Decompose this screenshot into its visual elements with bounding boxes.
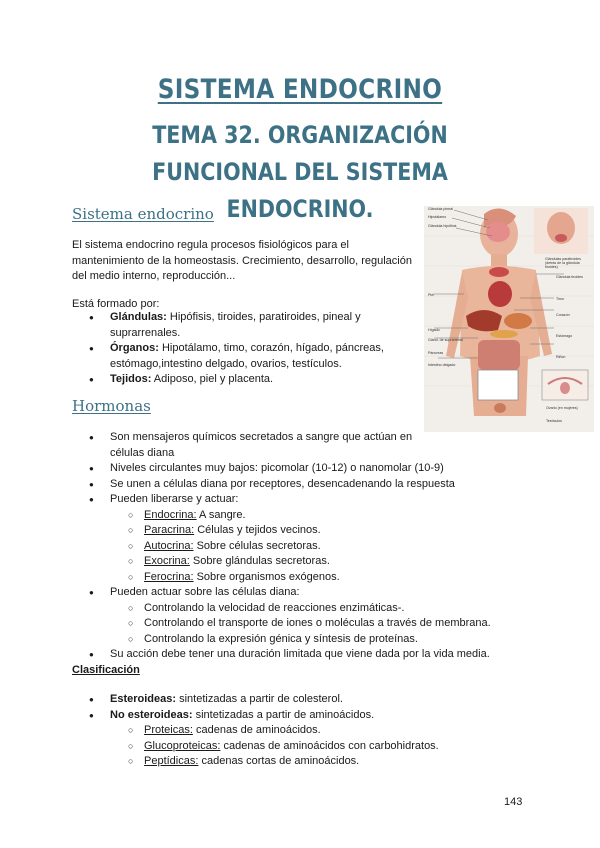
list-item: ○ Endocrina: A sangre. (72, 508, 522, 524)
list-item: ○ Controlando el transporte de iones o moléculas a través de membrana. (72, 616, 522, 632)
figure-label: Testículos (546, 419, 562, 423)
list-item: ● Pueden actuar sobre las células diana: (72, 585, 522, 601)
page-number: 143 (504, 796, 523, 808)
list-item: ● Tejidos: Adiposo, piel y placenta. (72, 372, 402, 388)
list-item: ○ Exocrina: Sobre glándulas secretoras. (72, 554, 522, 570)
list-item: ● Esteroideas: sintetizadas a partir de colesterol. (72, 692, 522, 708)
figure-label: Glándula hipófisis (428, 224, 457, 228)
figure-label: Glándulas paratiroides (detrás de la glándula tiroides) (545, 257, 581, 269)
figure-label: Timo (556, 297, 564, 301)
list-item: ○ Proteicas: cadenas de aminoácidos. (72, 723, 522, 739)
figure-label: Piel (428, 293, 434, 297)
document-subtitle: TEMA 32. ORGANIZACIÓN FUNCIONAL DEL SISTEMA ENDOCRINO. (152, 121, 448, 223)
figure-label: Glándula pineal (428, 207, 453, 211)
list-item: ● Su acción debe tener una duración limitada que viene dada por la vida media. (72, 647, 522, 663)
figure-label: Glándula tiroides (556, 275, 583, 279)
list-item: ○ Autocrina: Sobre células secretoras. (72, 539, 522, 555)
list-item: ○ Ferocrina: Sobre organismos exógenos. (72, 570, 522, 586)
figure-label: Corazón (556, 313, 570, 317)
list-item: ● Pueden liberarse y actuar: (72, 492, 522, 508)
list-item: ○ Glucoproteicas: cadenas de aminoácidos con carbohidratos. (72, 739, 522, 755)
list-item: ○ Controlando la expresión génica y síntesis de proteínas. (72, 632, 522, 648)
figure-label: Riñón (556, 355, 566, 359)
components-list (72, 310, 402, 388)
classification-heading: Clasificación (72, 664, 140, 676)
section-heading-hormonas: Hormonas (72, 397, 151, 415)
list-item: ● Se unen a células diana por receptores, desencadenando la respuesta (72, 477, 522, 493)
document-title: SISTEMA ENDOCRINO (157, 74, 443, 105)
section-heading-sistema-endocrino: Sistema endocrino (72, 205, 214, 223)
hormones-list (72, 430, 522, 663)
intro-paragraph: El sistema endocrino regula procesos fisiológicos para el mantenimiento de la homeostasis. Crecimiento, desarrollo, regulación del medio interno, reproducción... (72, 239, 412, 282)
figure-label: Glánd. de suprarrenal (428, 338, 463, 342)
figure-label: Ovario (en mujeres) (546, 406, 578, 410)
figure-label: Páncreas (428, 351, 444, 355)
list-item: ● Glándulas: Hipófisis, tiroides, paratiroides, pineal y suprarrenales. (72, 310, 402, 341)
figure-label: Hipotálamo (428, 215, 447, 219)
figure-label: Estómago (556, 334, 573, 338)
list-item: ● Niveles circulantes muy bajos: picomolar (10-12) o nanomolar (10-9) (72, 461, 522, 477)
list-item: ● No esteroideas: sintetizadas a partir de aminoácidos. (72, 708, 522, 724)
list-item: ○ Paracrina: Células y tejidos vecinos. (72, 523, 522, 539)
classification-list (72, 692, 522, 770)
endocrine-system-figure (424, 206, 594, 432)
figure-label: Hígado (428, 328, 440, 332)
formed-by-text: Está formado por: (72, 298, 160, 310)
list-item: ○ Controlando la velocidad de reacciones enzimáticas-. (72, 601, 522, 617)
list-item: ● Órganos: Hipotálamo, timo, corazón, hígado, páncreas, estómago,intestino delgado, ovarios, testículos. (72, 341, 402, 372)
list-item: ○ Peptídicas: cadenas cortas de aminoácidos. (72, 754, 522, 770)
list-item: ● Son mensajeros químicos secretados a sangre que actúan en células diana (72, 430, 420, 461)
figure-label: Intestino delgado (428, 363, 456, 367)
